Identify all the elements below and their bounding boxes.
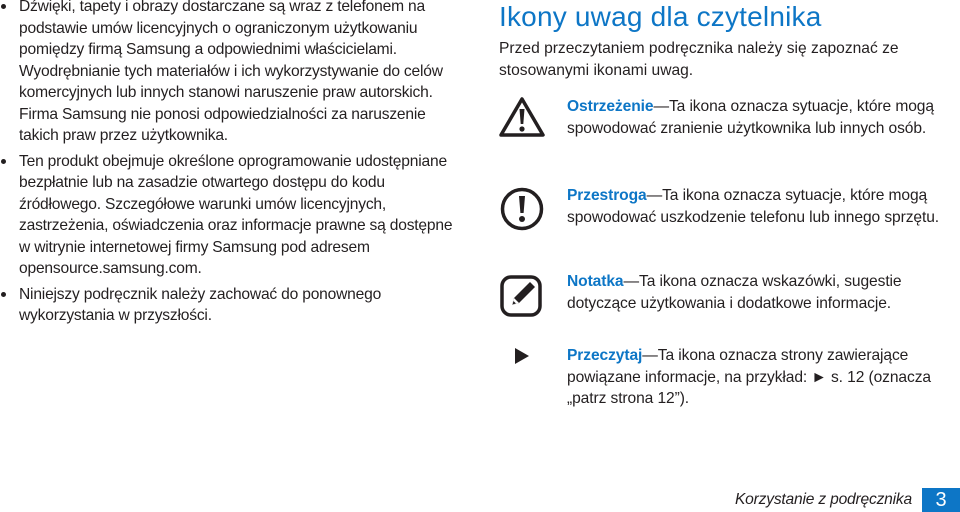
- note-notatka: [499, 271, 949, 335]
- note-description: Ta ikona oznacza sytuacje, które mogą spowodować uszkodzenie telefonu lub innego sprzętu.: [567, 187, 939, 226]
- note-caution: [499, 185, 949, 249]
- note-term: Notatka: [567, 273, 624, 290]
- em-dash: —: [642, 347, 658, 364]
- bullet-text: Ten produkt obejmuje określone oprogramowanie udostępniane bezpłatnie lub na zasadzie otwartego dostępu do kodu źródłowego. Szczegółowe warunki umów licencyjnych, zastrzeżenia, oświadczenia oraz informacje prawne są dostępne w witrynie internetowej firmy Samsung pod adresem opensource.samsung.com.: [19, 152, 453, 277]
- note-description: Ta ikona oznacza sytuacje, które mogą spowodować zranienie użytkownika lub innych osób.: [567, 98, 934, 137]
- note-term: Przeczytaj: [567, 347, 643, 364]
- bullet-text: Niniejszy podręcznik należy zachować do ponownego wykorzystania w przyszłości.: [19, 285, 382, 324]
- warning-triangle-icon: [499, 96, 545, 138]
- em-dash: —: [646, 187, 663, 204]
- refer-arrow-icon: [513, 346, 533, 366]
- section-intro: Przed przeczytaniem podręcznika należy się zapoznać ze stosowanymi ikonami uwag.: [499, 40, 899, 79]
- section-title: Ikony uwag dla czytelnika: [499, 1, 822, 32]
- note-term: Przestroga: [567, 187, 647, 204]
- note-term: Ostrzeżenie: [567, 98, 654, 115]
- note-description: Ta ikona oznacza wskazówki, sugestie dotyczące użytkowania i dodatkowe informacje.: [567, 273, 902, 312]
- note-pencil-icon: [499, 272, 545, 318]
- em-dash: —: [653, 98, 669, 115]
- note-refer-text: [567, 345, 947, 410]
- note-warning-text: [567, 96, 947, 139]
- em-dash: —: [623, 273, 639, 290]
- page-footer: [735, 488, 960, 512]
- note-caution-text: [567, 185, 947, 228]
- bullet-dot-icon: [1, 4, 6, 9]
- bullet-item: [0, 151, 460, 280]
- note-description: Ta ikona oznacza strony zawierające powiązane informacje, na przykład: ► s. 12 (oznacza „patrz strona 12”).: [567, 347, 931, 407]
- bullet-dot-icon: [1, 159, 6, 164]
- bullet-item: [0, 0, 460, 147]
- caution-exclamation-circle-icon: [499, 186, 545, 232]
- bullet-text: Dźwięki, tapety i obrazy dostarczane są wraz z telefonem na podstawie umów licencyjnych o ograniczonym użytkowaniu pomiędzy firmą Samsung a odpowiednimi właścicielami. Wyodrębnianie tych materiałów i ich wykorzystywanie do celów komercyjnych lub innych stanowi naruszenie praw autorskich. Firma Samsung nie ponosi odpowiedzialności za naruszenie takich praw przez użytkownika.: [19, 0, 443, 144]
- footer-section-label: Korzystanie z podręcznika: [734, 491, 912, 508]
- note-warning: [499, 96, 949, 160]
- bullet-item: [0, 284, 460, 327]
- page-number: 3: [922, 488, 960, 512]
- left-bullet-list: [0, 0, 460, 331]
- note-refer: [499, 345, 949, 409]
- bullet-dot-icon: [1, 292, 6, 297]
- note-notatka-text: [567, 271, 947, 314]
